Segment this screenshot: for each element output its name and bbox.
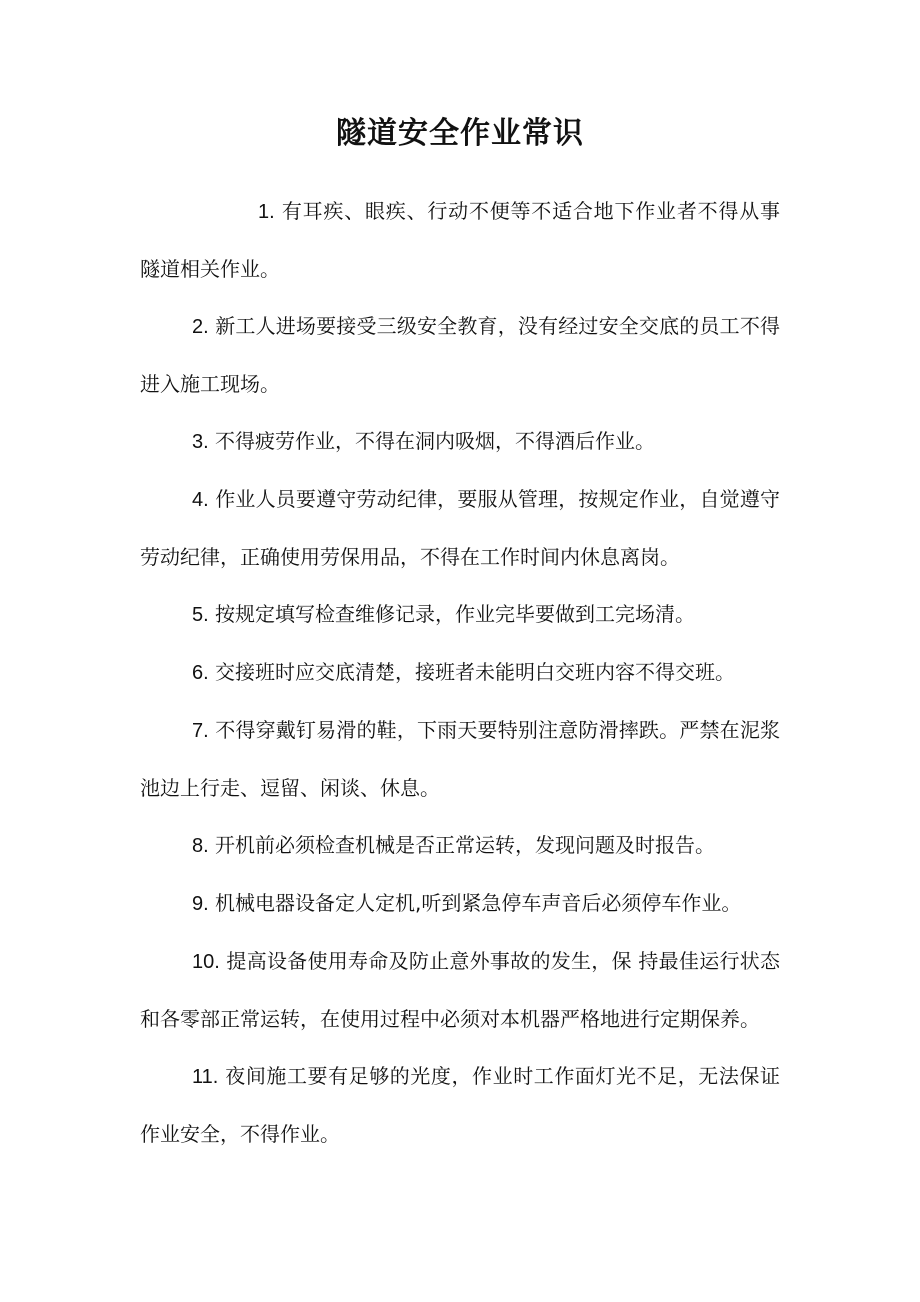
item-number: 8. — [192, 835, 209, 857]
item-number: 6. — [192, 662, 209, 684]
item-text: 提高设备使用寿命及防止意外事故的发生，保 持最佳运行状态和各零部正常运转，在使用过程中必须对本机器严格地进行定期保养。 — [140, 949, 780, 1031]
item-text: 交接班时应交底清楚，接班者未能明白交班内容不得交班。 — [208, 660, 736, 684]
item-text: 机械电器设备定人定机,听到紧急停车声音后必须停车作业。 — [208, 891, 742, 915]
list-item — [140, 298, 780, 413]
document-title: 隧道安全作业常识 — [336, 116, 584, 151]
item-text: 不得疲劳作业，不得在洞内吸烟，不得酒后作业。 — [208, 429, 656, 453]
item-number: 5. — [192, 604, 209, 626]
item-number: 7. — [192, 720, 209, 742]
item-text: 新工人进场要接受三级安全教育，没有经过安全交底的员工不得进入施工现场。 — [140, 314, 780, 396]
list-item — [140, 817, 780, 875]
list-item — [140, 183, 780, 298]
list-item — [140, 471, 780, 586]
list-item — [140, 586, 780, 644]
item-number: 11. — [192, 1066, 219, 1088]
item-text: 夜间施工要有足够的光度，作业时工作面灯光不足，无法保证作业安全，不得作业。 — [140, 1064, 780, 1146]
item-text: 有耳疾、眼疾、行动不便等不适合地下作业者不得从事隧道相关作业。 — [140, 199, 780, 281]
item-number: 3. — [192, 431, 209, 453]
list-item — [140, 702, 780, 817]
item-number: 1. — [258, 201, 275, 223]
list-item — [140, 933, 780, 1048]
item-text: 按规定填写检查维修记录，作业完毕要做到工完场清。 — [208, 602, 696, 626]
list-item — [140, 875, 780, 933]
item-number: 9. — [192, 893, 209, 915]
list-item — [140, 1048, 780, 1163]
item-text: 作业人员要遵守劳动纪律，要服从管理，按规定作业，自觉遵守劳动纪律，正确使用劳保用品，不得在工作时间内休息离岗。 — [140, 487, 780, 569]
list-item — [140, 413, 780, 471]
document-body — [140, 183, 780, 1163]
item-text: 开机前必须检查机械是否正常运转，发现问题及时报告。 — [208, 833, 716, 857]
item-text: 不得穿戴钉易滑的鞋，下雨天要特别注意防滑摔跌。严禁在泥浆池边上行走、逗留、闲谈、休息。 — [140, 718, 780, 800]
list-item — [140, 644, 780, 702]
item-number: 2. — [192, 316, 209, 338]
item-number: 4. — [192, 489, 209, 511]
item-number: 10. — [192, 951, 220, 973]
